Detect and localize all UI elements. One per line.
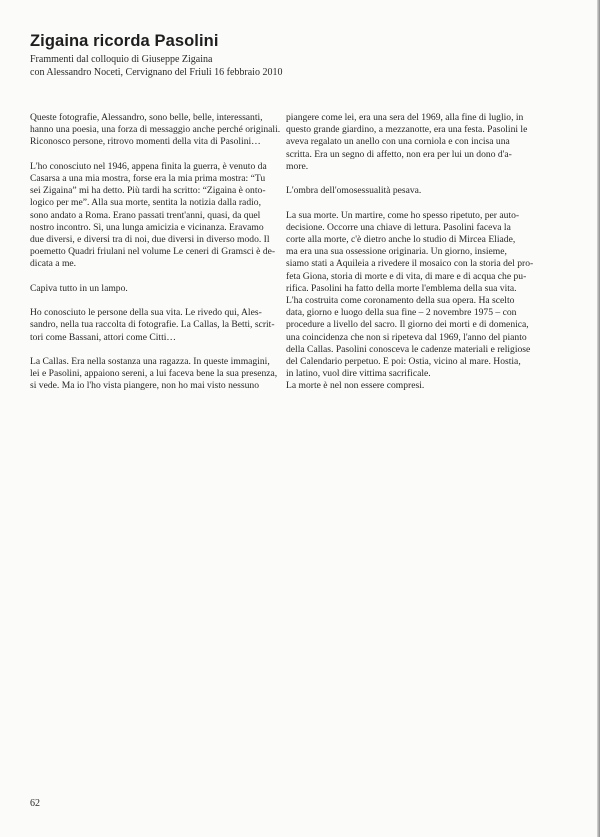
text-line: L'ho conosciuto nel 1946, appena finita la guerra, è venuto da (30, 160, 267, 172)
text-line: sandro, nella tua raccolta di fotografie. La Callas, la Betti, scrit- (30, 319, 275, 331)
paragraph (30, 112, 281, 149)
subtitle-line: con Alessandro Noceti, Cervignano del Friuli 16 febbraio 2010 (30, 66, 283, 78)
text-line: Capiva tutto in un lampo. (30, 282, 128, 294)
paragraph (286, 112, 538, 173)
text-line: sei Zigaina” mi ha detto. Più tardi ha scritto: “Zigaina è onto- (30, 185, 266, 197)
text-line: La morte è nel non essere compresi. (286, 380, 425, 392)
text-line: feta Giona, storia di morte e di vita, di mare e di acqua che pu- (286, 270, 527, 282)
text-line: decisione. Occorre una chiave di lettura. Pasolini faceva la (286, 221, 511, 233)
right-text-column (286, 112, 538, 405)
text-line: La sua morte. Un martire, come ho spesso ripetuto, per auto- (286, 209, 520, 221)
paragraph (30, 283, 270, 295)
text-line: data, giorno e luogo della sua fine – 2 novembre 1975 – con (286, 307, 517, 319)
text-line: della Callas. Pasolini conosceva le cadenze materiali e religiose (286, 343, 531, 355)
text-line: ma era una sua ossessione originaria. Un giorno, insieme, (286, 246, 507, 258)
paragraph (30, 356, 278, 393)
text-line: more. (286, 160, 309, 172)
text-line: tori come Bassani, attori come Citti… (30, 331, 177, 343)
text-line: L'ha costruita come coronamento della sua opera. Ha scelto (286, 295, 515, 307)
text-line: procedure a livello del sacro. Il giorno dei morti e di domenica, (286, 319, 529, 331)
text-line: questo grande giardino, a mezzanotte, era una festa. Pasolini le (286, 124, 528, 136)
text-line: sono andato a Roma. Erano passati trent'anni, quasi, da quel (30, 209, 261, 221)
left-text-column (30, 112, 281, 405)
text-line: poemetto Quadri friulani nel volume Le ceneri di Gramsci è de- (30, 246, 276, 258)
text-line: nostro incontro. Sì, una lunga amicizia e vicinanza. Eravamo (30, 221, 264, 233)
text-line: Queste fotografie, Alessandro, sono belle, belle, interessanti, (30, 112, 263, 123)
text-line: L'ombra dell'omosessualità pesava. (286, 185, 422, 197)
text-line: Casarsa a una mia mostra, forse era la mia prima mostra: “Tu (30, 173, 266, 184)
paragraph (286, 210, 538, 393)
text-line: in latino, vuol dire vittima sacrificale. (286, 368, 431, 380)
paragraph (286, 185, 538, 197)
text-line: si vede. Ma io l'ho vista piangere, non ho mai visto nessuno (30, 380, 260, 392)
subtitle-line: Frammenti dal colloquio di Giuseppe Zigaina (30, 54, 213, 65)
text-line: Riconosco persone, ritrovo momenti della vita di Pasolini… (30, 136, 261, 148)
page-number: 62 (30, 798, 40, 809)
text-line: una coincidenza che non si ripeteva dal 1969, l'anno del pianto (286, 331, 527, 343)
text-line: del Calendario perpetuo. E poi: Ostia, vicino al mare. Hostia, (286, 356, 521, 368)
paragraph (30, 307, 275, 344)
text-line: hanno una poesia, una forza di messaggio anche perché originali. (30, 124, 281, 136)
text-line: piangere come lei, era una sera del 1969, alla fine di luglio, in (286, 112, 524, 123)
text-line: due diversi, e diversi tra di noi, due diversi in diverso modo. Il (30, 234, 270, 246)
article-title: Zigaina ricorda Pasolini (30, 32, 219, 50)
paragraph (30, 160, 276, 271)
text-line: corte alla morte, c'è dietro anche lo studio di Mircea Eliade, (286, 234, 516, 245)
text-line: Ho conosciuto le persone della sua vita. Le rivedo qui, Ales- (30, 307, 262, 319)
text-line: logico per me”. Alla sua morte, sentita la notizia dalla radio, (30, 197, 261, 209)
text-line: scritta. Era un segno di affetto, non era per lui un dono d'a- (286, 148, 512, 160)
text-line: aveva regalato un anello con una corniola e con incisa una (286, 136, 510, 148)
article-subtitle (30, 54, 282, 79)
text-line: La Callas. Era nella sostanza una ragazza. In queste immagini, (30, 356, 270, 367)
text-line: rifica. Pasolini ha fatto della morte l'emblema della sua vita. (286, 282, 517, 294)
text-line: dicata a me. (30, 258, 77, 270)
text-line: siamo stati a Aquileia a rivedere il mosaico con la storia del pro- (286, 258, 534, 270)
text-line: lei e Pasolini, appaiono sereni, a lui faceva bene la sua presenza, (30, 368, 278, 380)
